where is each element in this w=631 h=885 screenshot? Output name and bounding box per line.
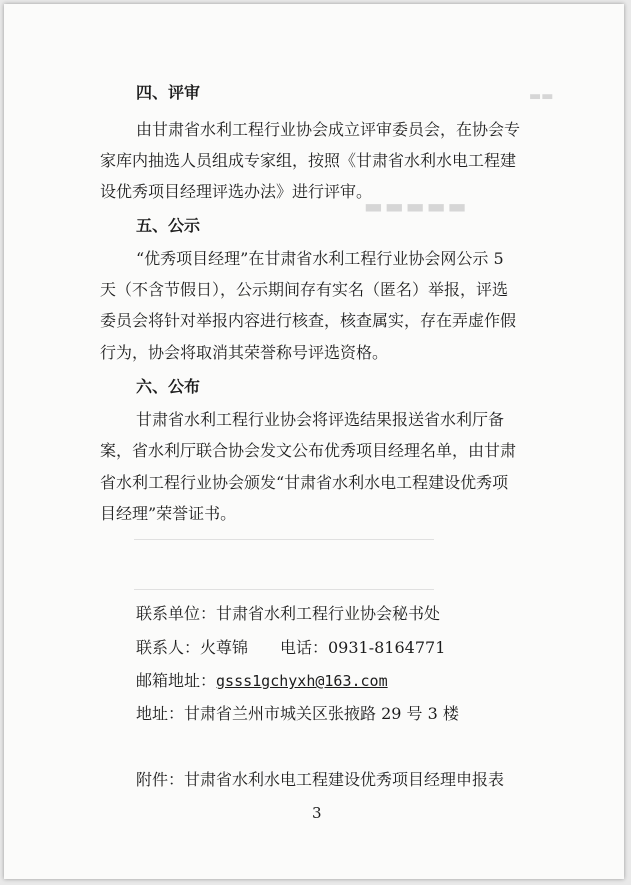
- bleed-through-line: [134, 539, 434, 540]
- section-heading-review: 四、评审: [136, 83, 201, 102]
- paragraph-line: 家库内抽选人员组成专家组，按照《甘肃省水利水电工程建: [100, 151, 517, 170]
- email-label: 邮箱地址：: [136, 671, 217, 690]
- contact-email-row: [136, 671, 388, 691]
- contact-person: 联系人：火尊锦: [136, 638, 249, 657]
- paragraph-line: 由甘肃省水利工程行业协会成立评审委员会，在协会专: [136, 120, 521, 139]
- paragraph-line: 行为，协会将取消其荣誉称号评选资格。: [100, 343, 389, 362]
- section-heading-announcement: 六、公布: [136, 377, 201, 396]
- paragraph-line: 案，省水利厅联合协会发文公布优秀项目经理名单，由甘肃: [100, 441, 517, 460]
- paragraph-line: 目经理”荣誉证书。: [100, 504, 237, 523]
- paragraph-line: 省水利工程行业协会颁发“甘肃省水利水电工程建设优秀项: [100, 473, 509, 492]
- paragraph-line: “优秀项目经理”在甘肃省水利工程行业协会网公示 5: [136, 249, 504, 268]
- paragraph-line: 设优秀项目经理评选办法》进行评审。: [100, 182, 373, 201]
- section-heading-publicity: 五、公示: [136, 216, 201, 235]
- attachment-note: 附件：甘肃省水利水电工程建设优秀项目经理申报表: [136, 770, 505, 789]
- document-page: [4, 4, 624, 879]
- paragraph-line: 天（不含节假日），公示期间存有实名（匿名）举报，评选: [100, 280, 509, 299]
- email-link[interactable]: gsss1gchyxh@163.com: [216, 672, 388, 690]
- contact-address: 地址：甘肃省兰州市城关区张掖路 29 号 3 楼: [136, 704, 459, 723]
- page-number: 3: [312, 804, 322, 822]
- contact-phone: 电话：0931-8164771: [280, 638, 446, 657]
- bleed-through-mark: ▬▬▬▬▬: [364, 194, 469, 218]
- bleed-through-line: [134, 589, 434, 590]
- paragraph-line: 甘肃省水利工程行业协会将评选结果报送省水利厅备: [136, 410, 505, 429]
- contact-unit: 联系单位：甘肃省水利工程行业协会秘书处: [136, 604, 441, 623]
- paragraph-line: 委员会将针对举报内容进行核查，核查属实，存在弄虚作假: [100, 311, 517, 330]
- bleed-through-mark: ▬▬: [529, 89, 554, 104]
